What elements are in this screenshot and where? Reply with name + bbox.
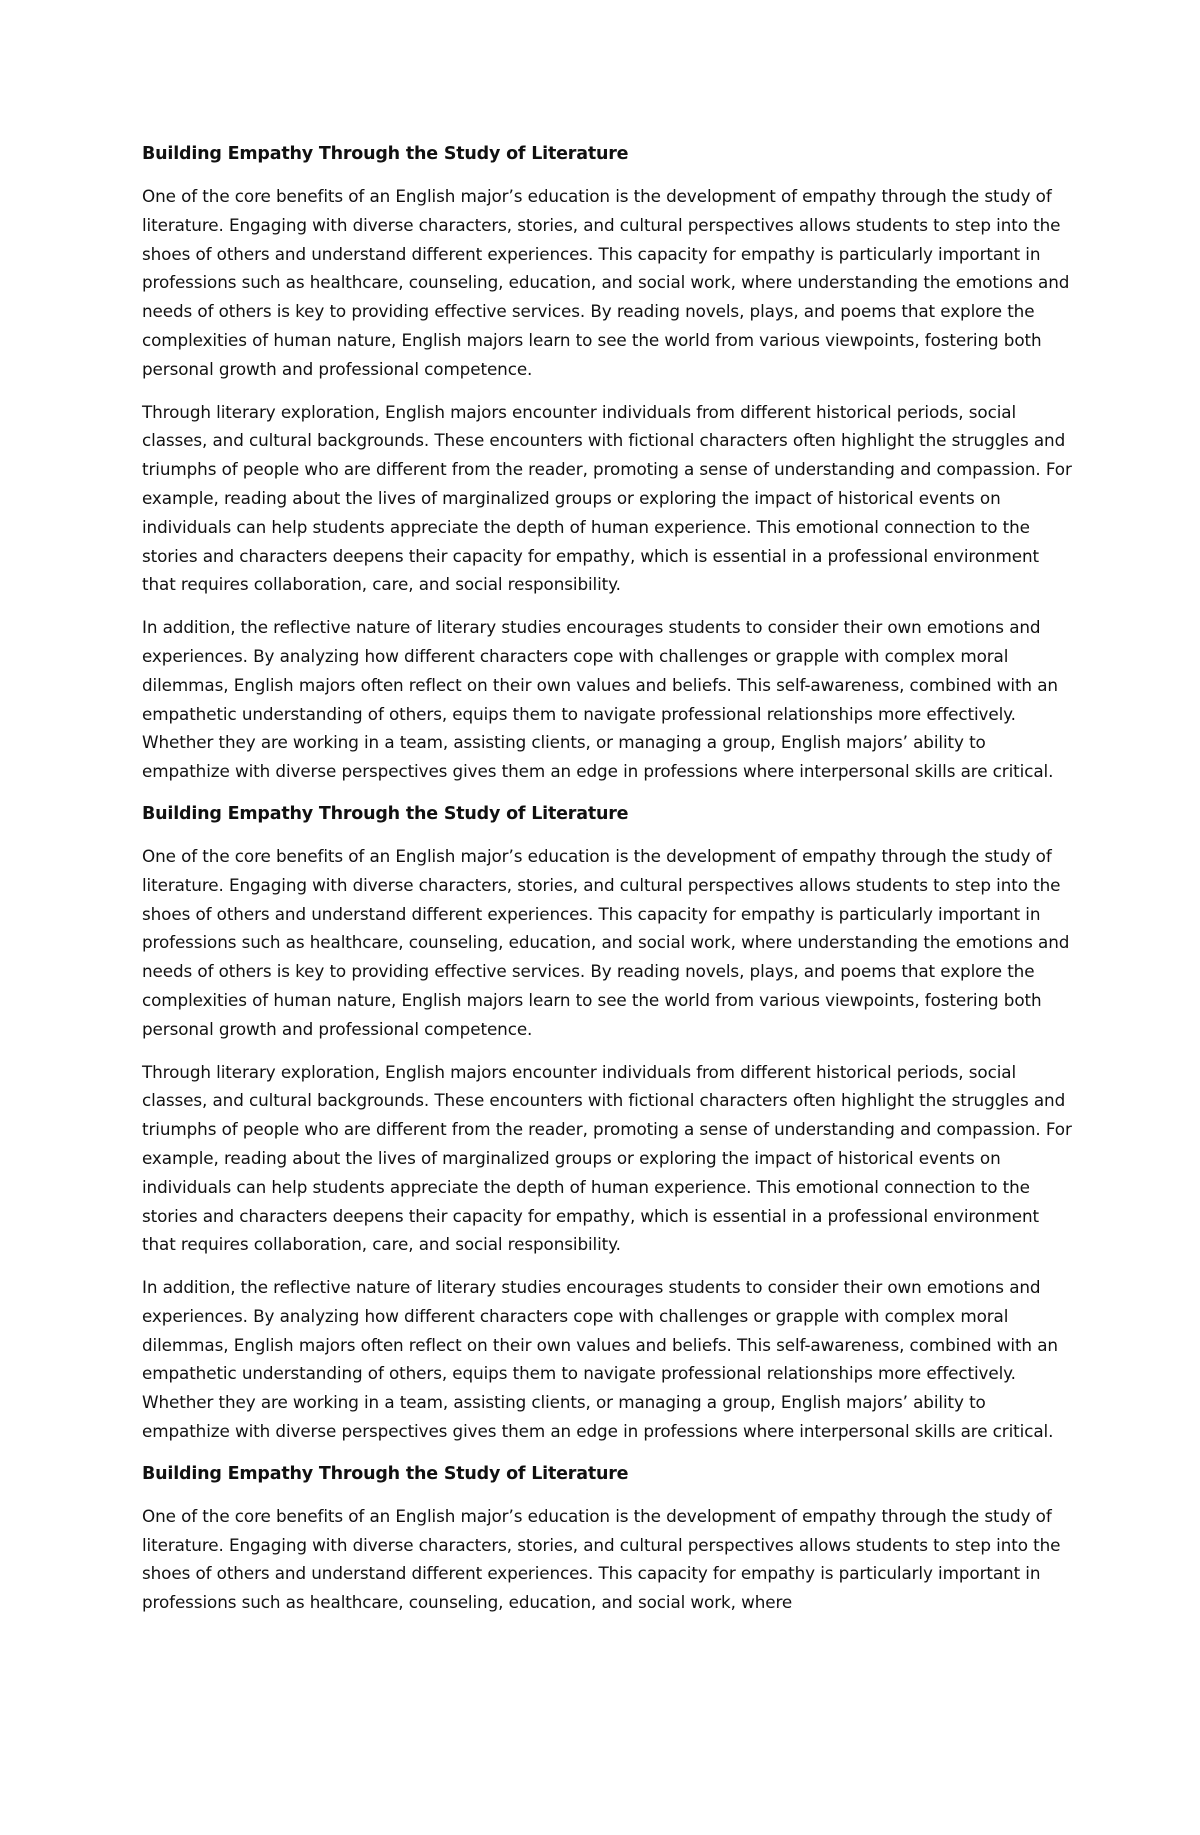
paragraph: In addition, the reflective nature of literary studies encourages students to consider their own emotions and experiences. By analyzing how different characters cope with challenges or grapple with complex moral dilemmas, English majors often reflect on their own values and beliefs. This self-awareness, combined with an empathetic understanding of others, equips them to navigate professional relationships more effectively. Whether they are working in a team, assisting clients, or managing a group, English majors’ ability to empathize with diverse perspectives gives them an edge in professions where interpersonal skills are critical. xyxy=(142,617,1058,782)
paragraph: Through literary exploration, English majors encounter individuals from different historical periods, social classes, and cultural backgrounds. These encounters with fictional characters often highlight the struggles and triumphs of people who are different from the reader, promoting a sense of understanding and compassion. For example, reading about the lives of marginalized groups or exploring the impact of historical events on individuals can help students appreciate the depth of human experience. This emotional connection to the stories and characters deepens their capacity for empathy, which is essential in a professional environment that requires collaboration, care, and social responsibility. xyxy=(142,401,1072,595)
paragraph: Through literary exploration, English majors encounter individuals from different historical periods, social classes, and cultural backgrounds. These encounters with fictional characters often highlight the struggles and triumphs of people who are different from the reader, promoting a sense of understanding and compassion. For example, reading about the lives of marginalized groups or exploring the impact of historical events on individuals can help students appreciate the depth of human experience. This emotional connection to the stories and characters deepens their capacity for empathy, which is essential in a professional environment that requires collaboration, care, and social responsibility. xyxy=(142,1061,1072,1255)
paragraph: In addition, the reflective nature of literary studies encourages students to consider their own emotions and experiences. By analyzing how different characters cope with challenges or grapple with complex moral dilemmas, English majors often reflect on their own values and beliefs. This self-awareness, combined with an empathetic understanding of others, equips them to navigate professional relationships more effectively. Whether they are working in a team, assisting clients, or managing a group, English majors’ ability to empathize with diverse perspectives gives them an edge in professions where interpersonal skills are critical. xyxy=(142,1277,1058,1442)
section-1 xyxy=(142,140,1072,786)
section-2 xyxy=(142,800,1072,1446)
paragraph: One of the core benefits of an English major’s education is the development of empathy through the study of literature. Engaging with diverse characters, stories, and cultural perspectives allows students to step into the shoes of others and understand different experiences. This capacity for empathy is particularly important in professions such as healthcare, counseling, education, and social work, where xyxy=(142,1505,1061,1613)
paragraph: One of the core benefits of an English major’s education is the development of empathy through the study of literature. Engaging with diverse characters, stories, and cultural perspectives allows students to step into the shoes of others and understand different experiences. This capacity for empathy is particularly important in professions such as healthcare, counseling, education, and social work, where understanding the emotions and needs of others is key to providing effective services. By reading novels, plays, and poems that explore the complexities of human nature, English majors learn to see the world from various viewpoints, fostering both personal growth and professional competence. xyxy=(142,845,1070,1039)
section-heading: Building Empathy Through the Study of Literature xyxy=(142,803,629,824)
paragraph: One of the core benefits of an English major’s education is the development of empathy through the study of literature. Engaging with diverse characters, stories, and cultural perspectives allows students to step into the shoes of others and understand different experiences. This capacity for empathy is particularly important in professions such as healthcare, counseling, education, and social work, where understanding the emotions and needs of others is key to providing effective services. By reading novels, plays, and poems that explore the complexities of human nature, English majors learn to see the world from various viewpoints, fostering both personal growth and professional competence. xyxy=(142,186,1070,379)
section-heading: Building Empathy Through the Study of Literature xyxy=(142,1463,629,1484)
section-heading: Building Empathy Through the Study of Literature xyxy=(142,144,629,164)
section-3 xyxy=(142,1460,1072,1617)
document-body xyxy=(142,140,1072,1631)
